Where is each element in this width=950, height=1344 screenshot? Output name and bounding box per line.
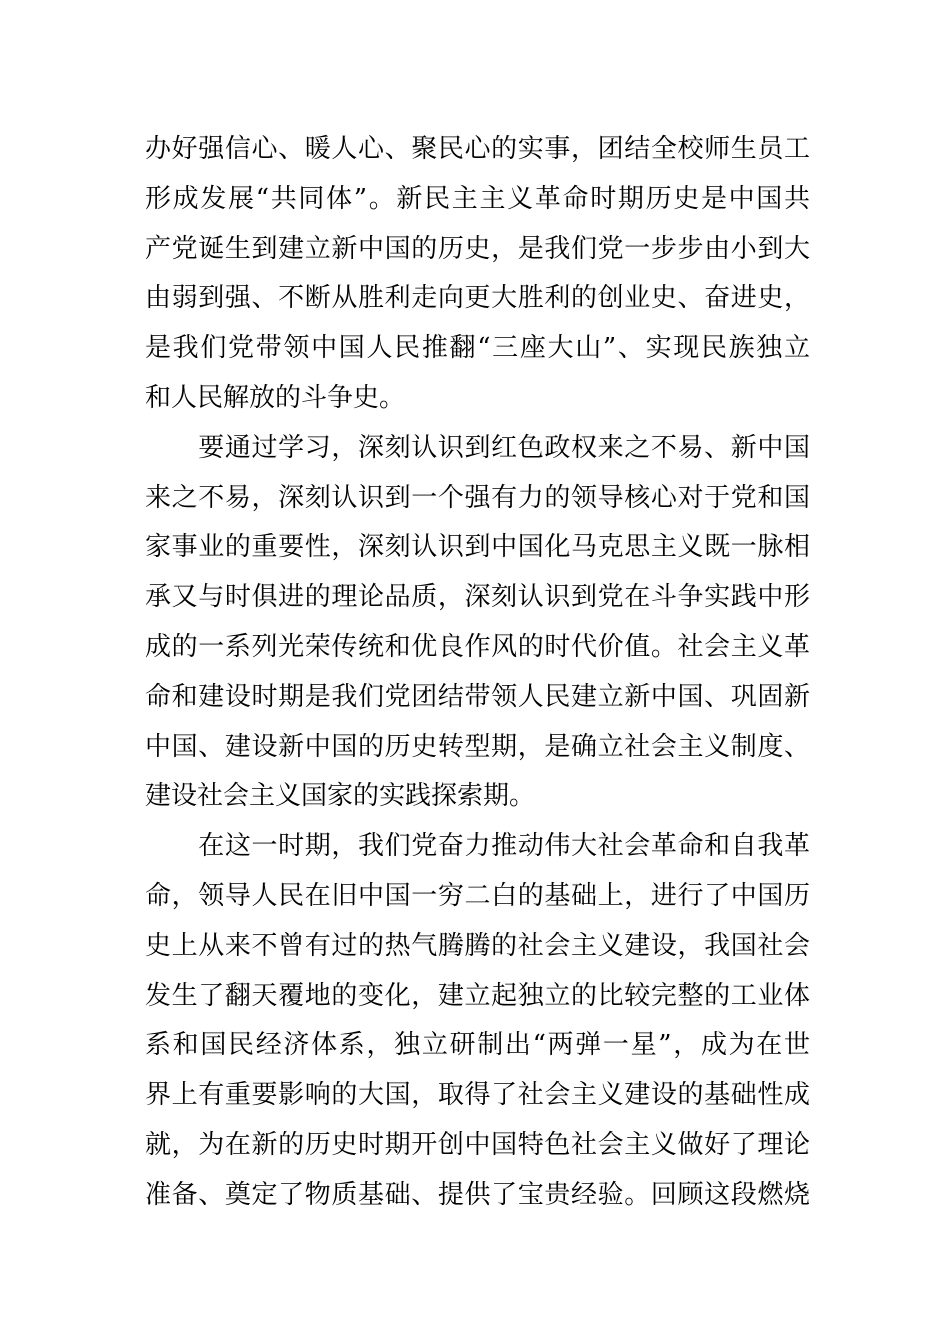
text-line: 建设社会主义国家的实践探索期。: [145, 781, 536, 812]
text-line: 和人民解放的斗争史。: [145, 382, 406, 413]
text-line: 是我们党带领中国人民推翻“三座大山”、实现民族独立: [145, 333, 810, 364]
text-line: 就，为在新的历史时期开创中国特色社会主义做好了理论: [145, 1129, 810, 1160]
text-line: 成的一系列光荣传统和优良作风的时代价值。社会主义革: [145, 631, 810, 662]
text-line: 要通过学习，深刻认识到红色政权来之不易、新中国: [145, 432, 810, 463]
text-line: 命，领导人民在旧中国一穷二白的基础上，进行了中国历: [145, 880, 810, 911]
text-line: 系和国民经济体系，独立研制出“两弹一星”，成为在世: [145, 1030, 810, 1061]
text-line: 来之不易，深刻认识到一个强有力的领导核心对于党和国: [145, 482, 810, 513]
text-line: 产党诞生到建立新中国的历史，是我们党一步步由小到大: [145, 233, 810, 264]
text-line: 界上有重要影响的大国，取得了社会主义建设的基础性成: [145, 1080, 810, 1111]
text-line: 家事业的重要性，深刻认识到中国化马克思主义既一脉相: [145, 532, 810, 563]
text-line: 由弱到强、不断从胜利走向更大胜利的创业史、奋进史，: [145, 283, 810, 314]
text-line: 形成发展“共同体”。新民主主义革命时期历史是中国共: [145, 183, 810, 214]
text-line: 准备、奠定了物质基础、提供了宝贵经验。回顾这段燃烧: [145, 1179, 810, 1210]
text-line: 命和建设时期是我们党团结带领人民建立新中国、巩固新: [145, 681, 810, 712]
text-line: 承又与时俱进的理论品质，深刻认识到党在斗争实践中形: [145, 582, 810, 613]
text-line: 史上从来不曾有过的热气腾腾的社会主义建设，我国社会: [145, 930, 810, 961]
text-line: 中国、建设新中国的历史转型期，是确立社会主义制度、: [145, 731, 810, 762]
text-line: 办好强信心、暖人心、聚民心的实事，团结全校师生员工: [145, 134, 810, 164]
text-line: 在这一时期，我们党奋力推动伟大社会革命和自我革: [145, 831, 810, 862]
text-line: 发生了翻天覆地的变化，建立起独立的比较完整的工业体: [145, 980, 810, 1011]
document-body: [145, 125, 810, 1221]
